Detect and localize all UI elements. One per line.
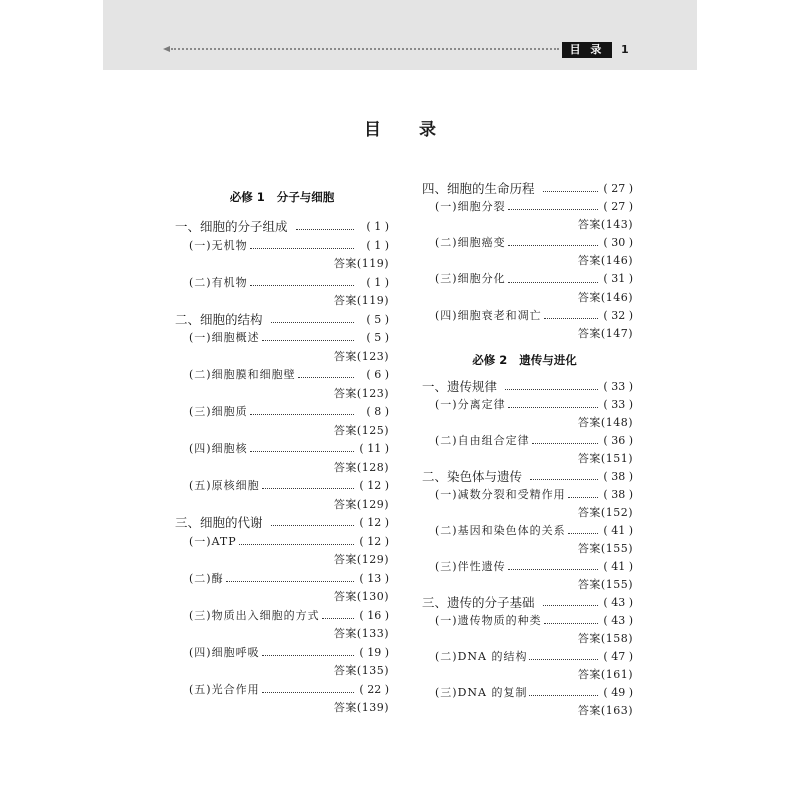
page-title: 目 录	[364, 120, 452, 140]
toc-section	[422, 307, 633, 325]
toc-section	[422, 396, 633, 414]
leader-dots	[529, 659, 598, 660]
page-ref: ( 22 )	[359, 682, 389, 696]
toc-section	[422, 522, 633, 540]
toc-section	[175, 681, 389, 700]
leader-dots	[250, 248, 354, 249]
answer-page: 答案(163)	[577, 704, 633, 717]
answer-page: 答案(158)	[577, 632, 633, 645]
answer-ref	[175, 551, 389, 570]
toc-section	[422, 198, 633, 216]
toc-section	[175, 237, 389, 256]
toc-section	[175, 570, 389, 589]
leader-dots	[568, 497, 598, 498]
answer-page: 答案(129)	[333, 553, 389, 566]
module-title: 必修 1 分子与细胞	[229, 190, 335, 204]
toc-chapter	[422, 378, 633, 396]
answer-page: 答案(125)	[333, 423, 389, 437]
answer-page: 答案(147)	[577, 326, 633, 340]
leader-dots	[262, 692, 354, 693]
arrow-left-icon	[163, 46, 170, 52]
answer-page: 答案(119)	[333, 294, 389, 307]
page-ref: ( 12 )	[359, 479, 389, 492]
section-title: (一)遗传物质的种类	[435, 614, 542, 627]
section-title: (三)DNA 的复制	[435, 686, 528, 699]
toc-section	[422, 558, 633, 576]
leader-dots	[530, 479, 598, 480]
leader-dots	[508, 282, 598, 283]
section-title: (二)细胞膜和细胞壁	[189, 368, 296, 381]
page-ref: ( 38 )	[603, 470, 633, 483]
toc-section	[175, 274, 389, 293]
answer-ref	[175, 588, 389, 607]
page-ref: ( 33 )	[603, 380, 633, 393]
page-ref: ( 13 )	[359, 571, 389, 585]
answer-ref	[175, 422, 389, 441]
answer-page: 答案(123)	[333, 349, 389, 363]
page-ref: ( 33 )	[603, 398, 633, 411]
section-title: (一)分离定律	[435, 398, 506, 411]
answer-ref	[175, 348, 389, 367]
answer-page: 答案(128)	[333, 460, 389, 474]
page-ref: ( 12 )	[359, 534, 389, 548]
answer-ref	[175, 662, 389, 681]
answer-ref	[175, 292, 389, 311]
chapter-title: 四、细胞的生命历程	[422, 181, 535, 196]
toc-section	[175, 477, 389, 496]
answer-page: 答案(146)	[577, 290, 633, 304]
answer-page: 答案(139)	[333, 701, 389, 714]
toc-section	[422, 234, 633, 252]
section-title: (二)DNA 的结构	[435, 650, 528, 663]
chapter-title: 二、细胞的结构	[175, 311, 263, 327]
toc-section	[175, 329, 389, 348]
answer-ref	[422, 216, 633, 234]
section-title: (一)无机物	[189, 238, 248, 252]
chapter-title: 三、细胞的代谢	[175, 515, 263, 530]
page-ref: ( 11 )	[359, 442, 389, 455]
header-page-number: 1	[621, 43, 629, 56]
toc-column-right-top	[422, 180, 633, 343]
toc-chapter	[175, 311, 389, 330]
answer-ref	[422, 576, 633, 594]
section-title: (二)细胞癌变	[435, 236, 506, 250]
section-title: (三)细胞分化	[435, 272, 506, 286]
section-title: (二)有机物	[189, 275, 248, 289]
leader-dots	[271, 525, 354, 526]
section-title: (一)细胞分裂	[435, 200, 506, 214]
leader-dots	[544, 318, 598, 319]
leader-dots	[250, 451, 354, 452]
toc-chapter	[422, 180, 633, 198]
page-ref: ( 38 )	[603, 488, 633, 501]
toc-section	[175, 440, 389, 459]
answer-ref	[175, 625, 389, 644]
dotted-rule	[171, 48, 559, 50]
toc-section	[422, 648, 633, 666]
section-title: (二)自由组合定律	[435, 434, 530, 447]
page-ref: ( 32 )	[603, 308, 633, 322]
answer-ref	[422, 666, 633, 684]
answer-ref	[422, 630, 633, 648]
toc-chapter	[422, 594, 633, 612]
header-section-label: 目 录	[562, 42, 612, 58]
page-ref: ( 27 )	[603, 182, 633, 195]
page-ref: ( 12 )	[359, 516, 389, 529]
answer-ref	[175, 699, 389, 718]
section-title: (五)原核细胞	[189, 479, 260, 492]
answer-page: 答案(119)	[333, 257, 389, 270]
leader-dots	[239, 544, 354, 545]
leader-dots	[508, 569, 598, 570]
page-ref: ( 31 )	[603, 272, 633, 286]
answer-ref	[422, 325, 633, 343]
answer-page: 答案(129)	[333, 497, 389, 511]
section-title: (三)细胞质	[189, 405, 248, 418]
leader-dots	[508, 245, 598, 246]
toc-section	[422, 486, 633, 504]
page-ref: ( 19 )	[359, 645, 389, 659]
page-ref: ( 6 )	[366, 368, 389, 381]
page-ref: ( 41 )	[603, 524, 633, 537]
toc-section	[422, 432, 633, 450]
page-ref: ( 1 )	[366, 275, 389, 289]
leader-dots	[296, 229, 354, 230]
page-ref: ( 16 )	[359, 608, 389, 622]
toc-section	[422, 270, 633, 288]
answer-ref	[422, 414, 633, 432]
leader-dots	[568, 533, 598, 534]
section-title: (三)物质出入细胞的方式	[189, 608, 320, 622]
page-ref: ( 8 )	[366, 405, 389, 418]
leader-dots	[262, 340, 354, 341]
leader-dots	[250, 414, 354, 415]
toc-section	[422, 684, 633, 702]
toc-chapter	[422, 468, 633, 486]
page-ref: ( 36 )	[603, 434, 633, 447]
answer-ref	[422, 252, 633, 270]
section-title: (五)光合作用	[189, 682, 260, 696]
answer-ref	[422, 540, 633, 558]
toc-column-left	[175, 218, 389, 718]
section-title: (四)细胞衰老和凋亡	[435, 308, 542, 322]
answer-page: 答案(143)	[577, 218, 633, 232]
leader-dots	[262, 655, 354, 656]
toc-section	[175, 366, 389, 385]
page-ref: ( 1 )	[366, 238, 389, 252]
answer-page: 答案(148)	[577, 416, 633, 429]
answer-page: 答案(135)	[333, 664, 389, 677]
section-title: (二)基因和染色体的关系	[435, 524, 566, 537]
answer-page: 答案(123)	[333, 386, 389, 400]
answer-ref	[175, 496, 389, 515]
toc-chapter	[175, 514, 389, 533]
section-title: (四)细胞呼吸	[189, 645, 260, 659]
toc-section	[422, 612, 633, 630]
answer-ref	[422, 702, 633, 720]
answer-page: 答案(130)	[333, 590, 389, 603]
leader-dots	[298, 377, 354, 378]
section-title: (一)减数分裂和受精作用	[435, 488, 566, 501]
running-header	[103, 0, 697, 70]
leader-dots	[508, 209, 598, 210]
toc-chapter	[175, 218, 389, 237]
answer-page: 答案(155)	[577, 578, 633, 591]
leader-dots	[262, 488, 354, 489]
answer-ref	[422, 504, 633, 522]
toc-column-right-bottom	[422, 378, 633, 720]
leader-dots	[226, 581, 354, 582]
answer-ref	[422, 450, 633, 468]
answer-page: 答案(152)	[577, 506, 633, 519]
answer-ref	[175, 385, 389, 404]
section-title: (三)伴性遗传	[435, 560, 506, 573]
leader-dots	[543, 191, 598, 192]
answer-ref	[422, 289, 633, 307]
answer-ref	[175, 255, 389, 274]
section-title: (一)细胞概述	[189, 331, 260, 344]
leader-dots	[508, 407, 598, 408]
page-ref: ( 1 )	[366, 220, 389, 233]
toc-section	[175, 607, 389, 626]
leader-dots	[271, 322, 354, 323]
leader-dots	[543, 605, 598, 606]
leader-dots	[250, 285, 354, 286]
page-ref: ( 43 )	[603, 596, 633, 609]
chapter-title: 一、遗传规律	[422, 379, 498, 394]
toc-section	[175, 403, 389, 422]
page-ref: ( 49 )	[603, 686, 633, 699]
answer-page: 答案(133)	[333, 627, 389, 640]
page-ref: ( 30 )	[603, 236, 633, 250]
section-title: (一)ATP	[189, 534, 237, 548]
page-ref: ( 47 )	[603, 650, 633, 663]
toc-section	[175, 533, 389, 552]
page-ref: ( 27 )	[603, 200, 633, 214]
answer-page: 答案(146)	[577, 254, 633, 268]
chapter-title: 三、遗传的分子基础	[422, 595, 535, 610]
chapter-title: 二、染色体与遗传	[422, 469, 523, 484]
page-ref: ( 5 )	[366, 312, 389, 326]
section-title: (二)酶	[189, 571, 224, 585]
toc-section	[175, 644, 389, 663]
page-ref: ( 41 )	[603, 560, 633, 573]
section-title: (四)细胞核	[189, 442, 248, 455]
page-ref: ( 43 )	[603, 614, 633, 627]
page-ref: ( 5 )	[366, 331, 389, 344]
answer-page: 答案(161)	[577, 668, 633, 681]
leader-dots	[322, 618, 354, 619]
leader-dots	[544, 623, 598, 624]
module-title: 必修 2 遗传与进化	[472, 353, 577, 367]
answer-page: 答案(155)	[577, 542, 633, 555]
leader-dots	[529, 695, 598, 696]
leader-dots	[505, 389, 598, 390]
chapter-title: 一、细胞的分子组成	[175, 219, 288, 234]
answer-ref	[175, 459, 389, 478]
leader-dots	[532, 443, 598, 444]
answer-page: 答案(151)	[577, 452, 633, 465]
